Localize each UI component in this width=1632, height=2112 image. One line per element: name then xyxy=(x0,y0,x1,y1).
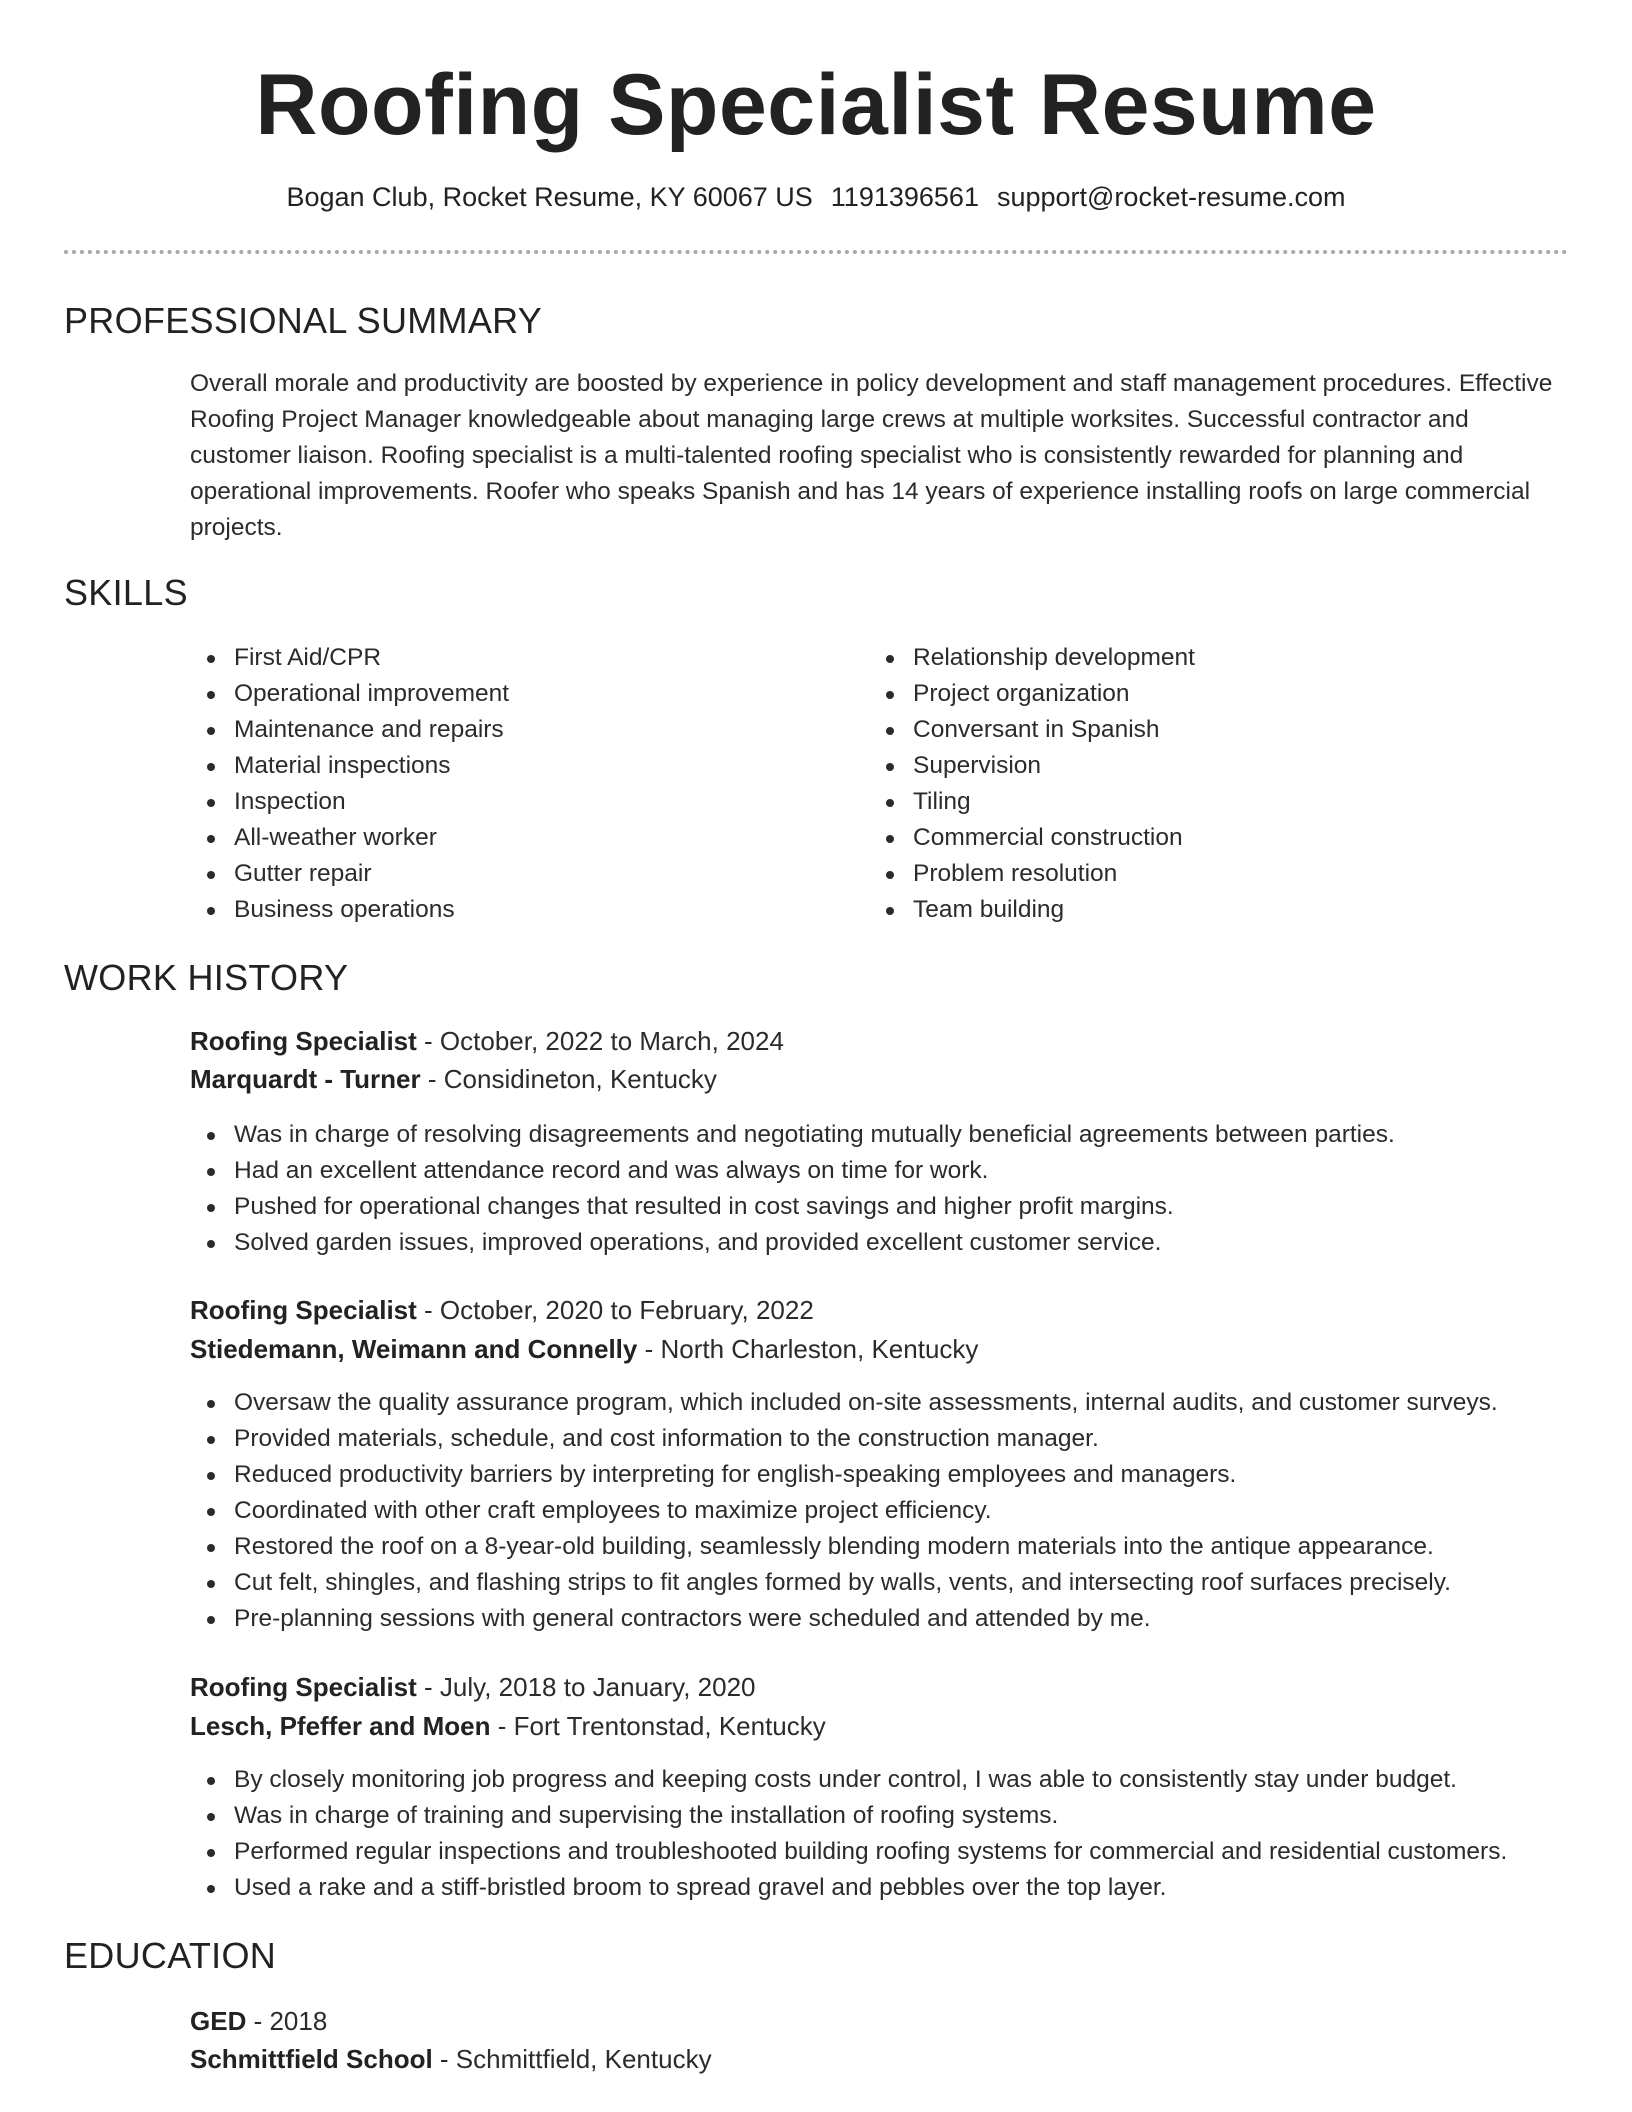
job-title: Roofing Specialist xyxy=(190,1295,417,1325)
education-school-line xyxy=(190,2040,712,2078)
skills-list-left xyxy=(190,640,830,928)
skill-item: All-weather worker xyxy=(190,820,830,856)
job-company-line xyxy=(190,1707,826,1745)
contact-address: Bogan Club, Rocket Resume, KY 60067 US xyxy=(286,182,813,212)
job-location: - North Charleston, Kentucky xyxy=(637,1334,979,1364)
job-bullet: Provided materials, schedule, and cost information to the construction manager. xyxy=(190,1421,1570,1457)
education-year: - 2018 xyxy=(246,2006,328,2036)
skill-item: Business operations xyxy=(190,892,830,928)
job-dates: - October, 2022 to March, 2024 xyxy=(416,1026,784,1056)
job-bullets xyxy=(190,1385,1570,1637)
job-title-line xyxy=(190,1022,784,1060)
job-bullet: Oversaw the quality assurance program, which included on-site assessments, internal audits, and customer surveys. xyxy=(190,1385,1570,1421)
summary-heading: PROFESSIONAL SUMMARY xyxy=(64,300,543,341)
skills-list-right xyxy=(869,640,1509,928)
education-degree: GED xyxy=(190,2006,247,2036)
skill-item: Inspection xyxy=(190,784,830,820)
skill-item: Commercial construction xyxy=(869,820,1509,856)
job-bullet: Cut felt, shingles, and flashing strips to fit angles formed by walls, vents, and intersecting roof surfaces precisely. xyxy=(190,1565,1570,1601)
job-bullet: Used a rake and a stiff-bristled broom to spread gravel and pebbles over the top layer. xyxy=(190,1870,1590,1906)
education-degree-line xyxy=(190,2002,327,2040)
skill-item: Problem resolution xyxy=(869,856,1509,892)
education-location: - Schmittfield, Kentucky xyxy=(432,2044,712,2074)
job-location: - Considineton, Kentucky xyxy=(420,1064,717,1094)
job-bullet: Solved garden issues, improved operations, and provided excellent customer service. xyxy=(190,1225,1570,1261)
job-company-line xyxy=(190,1330,978,1368)
job-bullet: Restored the roof on a 8-year-old building, seamlessly blending modern materials into the antique appearance. xyxy=(190,1529,1570,1565)
job-bullet: Pushed for operational changes that resulted in cost savings and higher profit margins. xyxy=(190,1189,1570,1225)
job-bullets xyxy=(190,1762,1590,1906)
skill-item: Operational improvement xyxy=(190,676,830,712)
job-title: Roofing Specialist xyxy=(190,1672,417,1702)
education-school: Schmittfield School xyxy=(190,2044,433,2074)
job-bullet: By closely monitoring job progress and keeping costs under control, I was able to consistently stay under budget. xyxy=(190,1762,1590,1798)
contact-email: support@rocket-resume.com xyxy=(996,182,1346,212)
contact-info xyxy=(0,180,1632,214)
job-bullets xyxy=(190,1117,1570,1261)
job-dates: - October, 2020 to February, 2022 xyxy=(416,1295,814,1325)
job-company-line xyxy=(190,1060,717,1098)
job-bullet: Pre-planning sessions with general contractors were scheduled and attended by me. xyxy=(190,1601,1570,1637)
skill-item: Supervision xyxy=(869,748,1509,784)
skill-item: First Aid/CPR xyxy=(190,640,830,676)
job-company: Lesch, Pfeffer and Moen xyxy=(190,1711,491,1741)
job-title-line xyxy=(190,1668,756,1706)
skill-item: Conversant in Spanish xyxy=(869,712,1509,748)
summary-text: Overall morale and productivity are boosted by experience in policy development and staff management procedures. Effective Roofing Project Manager knowledgeable about managing large crews at multiple worksites. Successful contractor and customer liaison. Roofing specialist is a multi-talented roofing specialist who is consistently rewarded for planning and operational improvements. Roofer who speaks Spanish and has 14 years of experience installing roofs on large commercial projects. xyxy=(190,370,1553,541)
work-history-heading: WORK HISTORY xyxy=(64,957,349,998)
skill-item: Relationship development xyxy=(869,640,1509,676)
job-title: Roofing Specialist xyxy=(190,1026,417,1056)
job-company: Stiedemann, Weimann and Connelly xyxy=(190,1334,638,1364)
skill-item: Team building xyxy=(869,892,1509,928)
skill-item: Project organization xyxy=(869,676,1509,712)
job-bullet: Was in charge of resolving disagreements and negotiating mutually beneficial agreements between parties. xyxy=(190,1117,1570,1153)
job-location: - Fort Trentonstad, Kentucky xyxy=(490,1711,826,1741)
job-bullet: Was in charge of training and supervising the installation of roofing systems. xyxy=(190,1798,1590,1834)
education-heading: EDUCATION xyxy=(64,1935,277,1976)
contact-phone: 1191396561 xyxy=(830,182,979,212)
job-bullet: Performed regular inspections and troubleshooted building roofing systems for commercial and residential customers. xyxy=(190,1834,1590,1870)
job-title-line xyxy=(190,1291,814,1329)
skill-item: Maintenance and repairs xyxy=(190,712,830,748)
skill-item: Gutter repair xyxy=(190,856,830,892)
job-bullet: Had an excellent attendance record and was always on time for work. xyxy=(190,1153,1570,1189)
job-company: Marquardt - Turner xyxy=(190,1064,421,1094)
job-bullet: Coordinated with other craft employees to maximize project efficiency. xyxy=(190,1493,1570,1529)
header-divider xyxy=(64,250,1568,254)
skills-heading: SKILLS xyxy=(64,572,188,613)
resume-title: Roofing Specialist Resume xyxy=(255,57,1377,153)
job-bullet: Reduced productivity barriers by interpreting for english-speaking employees and managers. xyxy=(190,1457,1570,1493)
skill-item: Tiling xyxy=(869,784,1509,820)
skill-item: Material inspections xyxy=(190,748,830,784)
job-dates: - July, 2018 to January, 2020 xyxy=(416,1672,756,1702)
